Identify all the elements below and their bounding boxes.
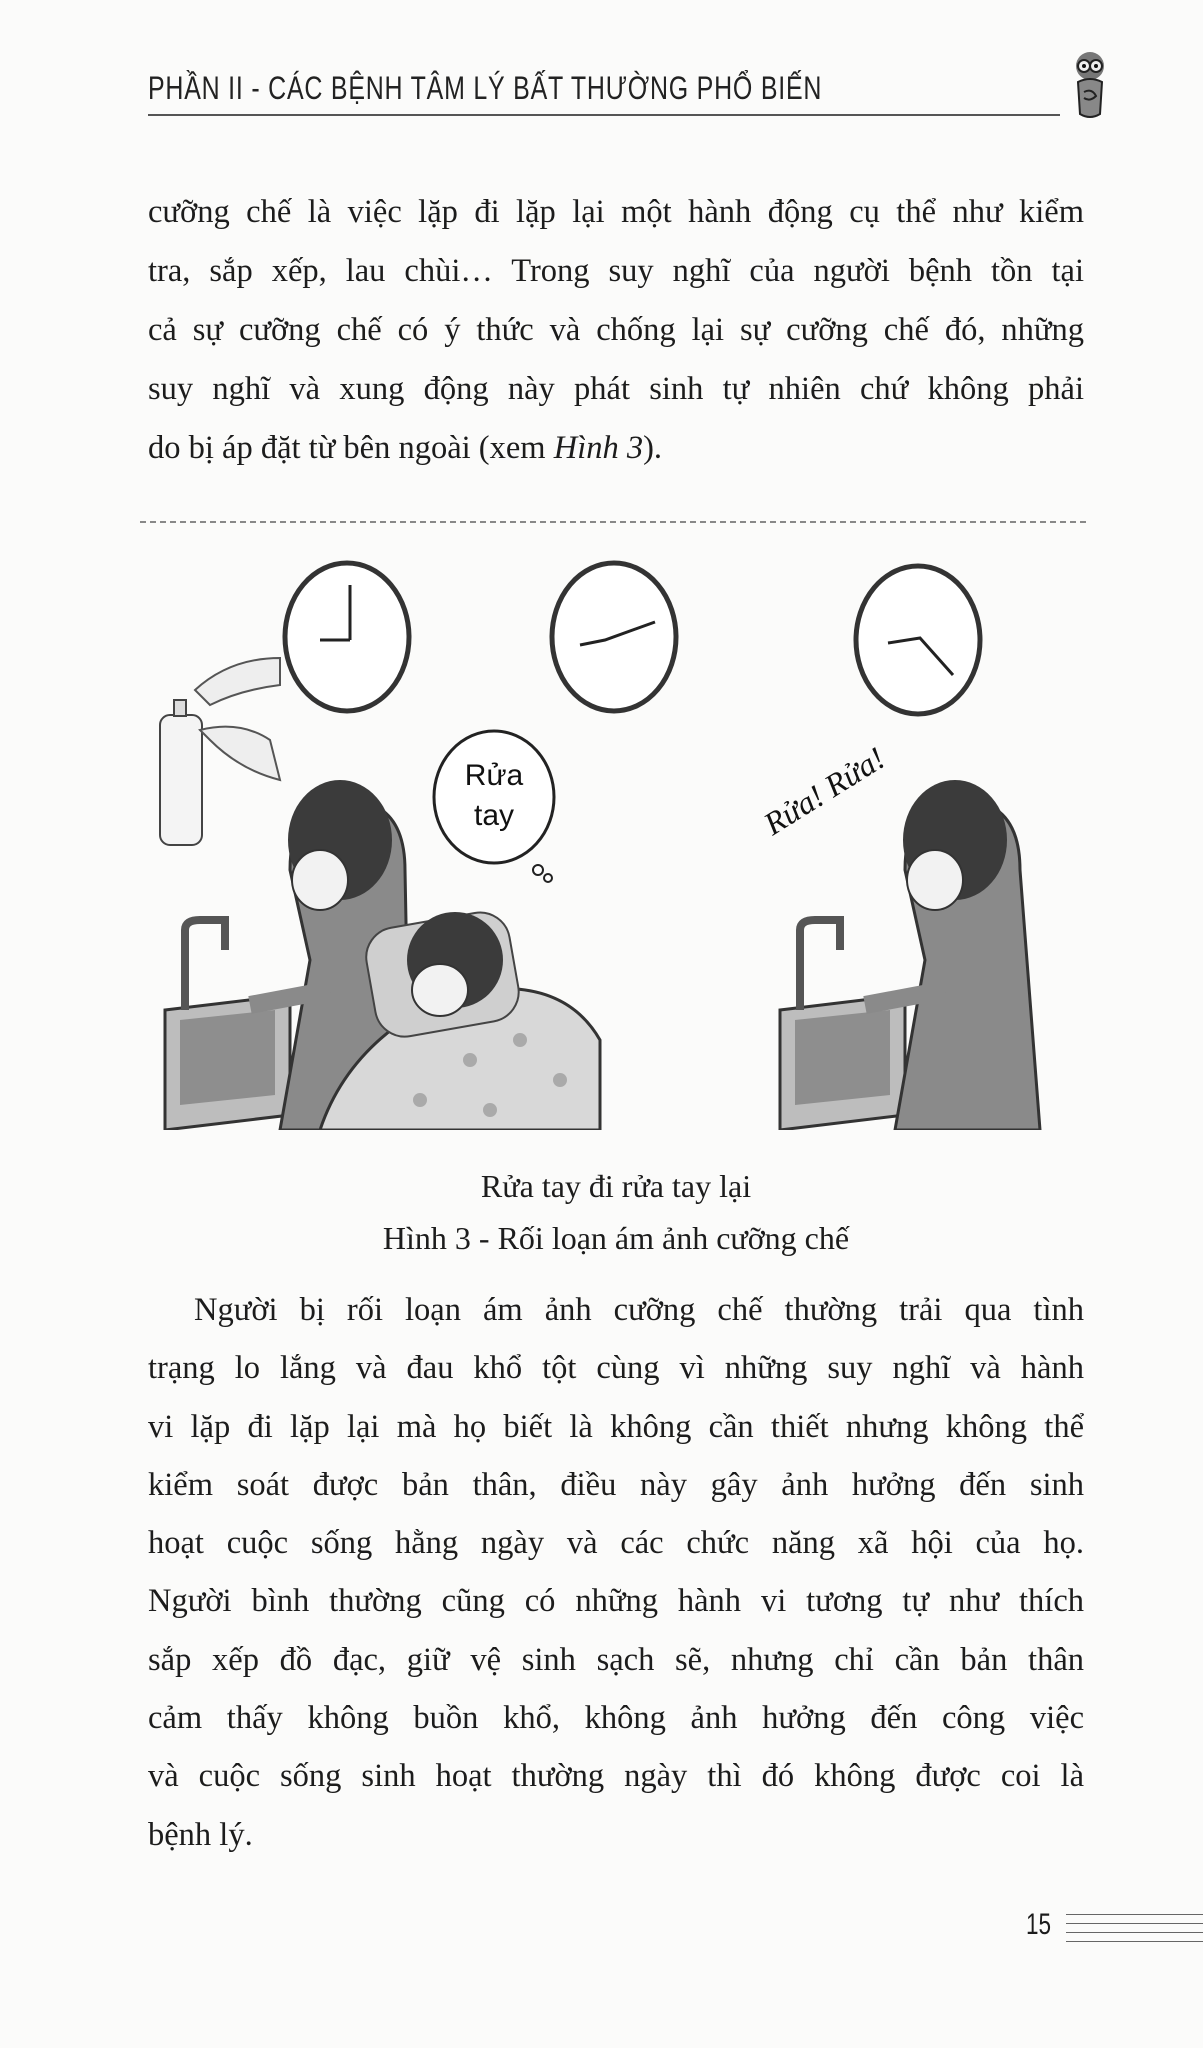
text-line: sắp xếp đồ đạc, giữ vệ sinh sạch sẽ, nhưng chỉ cần bản thân: [148, 1641, 1084, 1678]
text-line: Người bị rối loạn ám ảnh cưỡng chế thường trải qua tình: [194, 1292, 1084, 1328]
text-span: ).: [643, 430, 663, 466]
header-rule: [148, 114, 1060, 116]
text-line: vi lặp đi lặp lại mà họ biết là không cần thiết nhưng không thể: [148, 1408, 1084, 1445]
text-line: trạng lo lắng và đau khổ tột cùng vì những suy nghĩ và hành: [148, 1350, 1084, 1387]
running-header: PHẦN II - CÁC BỆNH TÂM LÝ BẤT THƯỜNG PHỔ BIẾN: [148, 70, 823, 106]
text-line: suy nghĩ và xung động này phát sinh tự nhiên chứ không phải: [148, 371, 1084, 407]
section-divider: [140, 521, 1086, 523]
bubble-text-line2: tay: [473, 799, 515, 832]
page-number: 15: [1026, 1908, 1052, 1941]
thought-bubble: [434, 731, 554, 863]
mascot-icon: [1066, 48, 1114, 122]
text-line: cảm thấy không buồn khổ, không ảnh hưởng đến công việc: [148, 1700, 1084, 1737]
text-line: kiểm soát được bản thân, điều này gây ảnh hưởng đến sinh: [148, 1466, 1084, 1503]
shout-text: Rửa! Rửa!: [757, 739, 892, 842]
text-line: cả sự cưỡng chế có ý thức và chống lại sự cưỡng chế đó, những: [148, 312, 1084, 348]
figure-illustration: [140, 540, 1100, 1130]
text-line: và cuộc sống sinh hoạt thường ngày thì đó không được coi là: [148, 1758, 1084, 1795]
paragraph-2: [148, 1281, 1084, 1864]
clock-icon: [285, 563, 409, 711]
text-line: [148, 419, 1084, 478]
figure-title: Hình 3 - Rối loạn ám ảnh cưỡng chế: [382, 1220, 850, 1256]
text-span: do bị áp đặt từ bên ngoài (xem: [148, 430, 554, 466]
page-number-decoration: [1066, 1914, 1203, 1950]
figure-caption: Rửa tay đi rửa tay lại: [480, 1168, 752, 1204]
figure-reference: Hình 3: [553, 430, 644, 466]
clock-icon: [856, 566, 980, 714]
text-line: tra, sắp xếp, lau chùi… Trong suy nghĩ của người bệnh tồn tại: [148, 253, 1084, 289]
text-line: bệnh lý.: [148, 1816, 253, 1853]
text-line: hoạt cuộc sống hằng ngày và các chức năng xã hội của họ.: [148, 1525, 1084, 1562]
text-line: Người bình thường cũng có những hành vi tương tự như thích: [148, 1583, 1084, 1620]
bottle: [160, 715, 202, 845]
bubble-text-line1: Rửa: [464, 759, 524, 792]
paragraph-1: [148, 183, 1084, 478]
text-line: cưỡng chế là việc lặp đi lặp lại một hành động cụ thể như kiểm: [148, 194, 1084, 230]
